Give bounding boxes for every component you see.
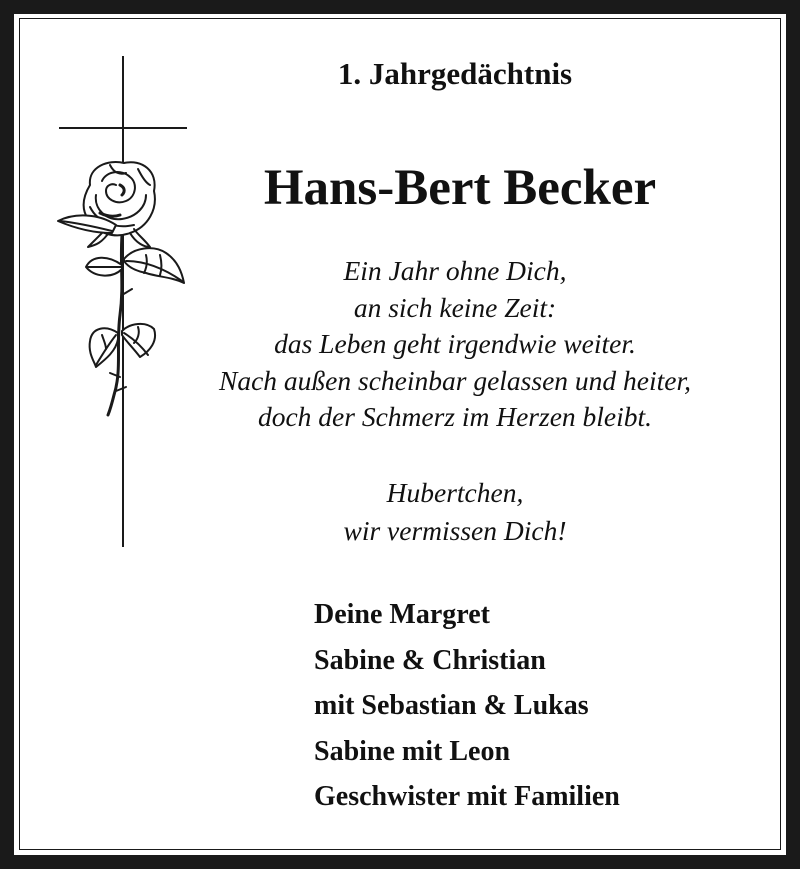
memorial-poem: [150, 253, 760, 436]
closing-message: [250, 474, 660, 550]
closing-line: Hubertchen,: [386, 477, 524, 508]
deceased-name: Hans-Bert Becker: [263, 160, 657, 216]
mourner-entry: Sabine & Christian: [314, 644, 546, 676]
mourner-entry: Sabine mit Leon: [314, 735, 511, 767]
poem-line: Ein Jahr ohne Dich,: [343, 255, 567, 286]
anniversary-heading: 1. Jahrgedächtnis: [337, 56, 573, 91]
mourner-entry: Geschwister mit Familien: [314, 781, 620, 812]
cross-horizontal-beam: [59, 127, 187, 129]
mourner-entry: mit Sebastian & Lukas: [314, 690, 589, 721]
poem-line: an sich keine Zeit:: [353, 291, 557, 323]
mourners-list: [314, 592, 754, 820]
poem-line: das Leben geht irgendwie weiter.: [274, 328, 636, 359]
closing-line: wir vermissen Dich!: [343, 515, 567, 546]
poem-line: Nach außen scheinbar gelassen und heiter,: [218, 364, 691, 396]
mourner-entry: Deine Margret: [314, 599, 490, 630]
poem-line: doch der Schmerz im Herzen bleibt.: [257, 401, 653, 432]
